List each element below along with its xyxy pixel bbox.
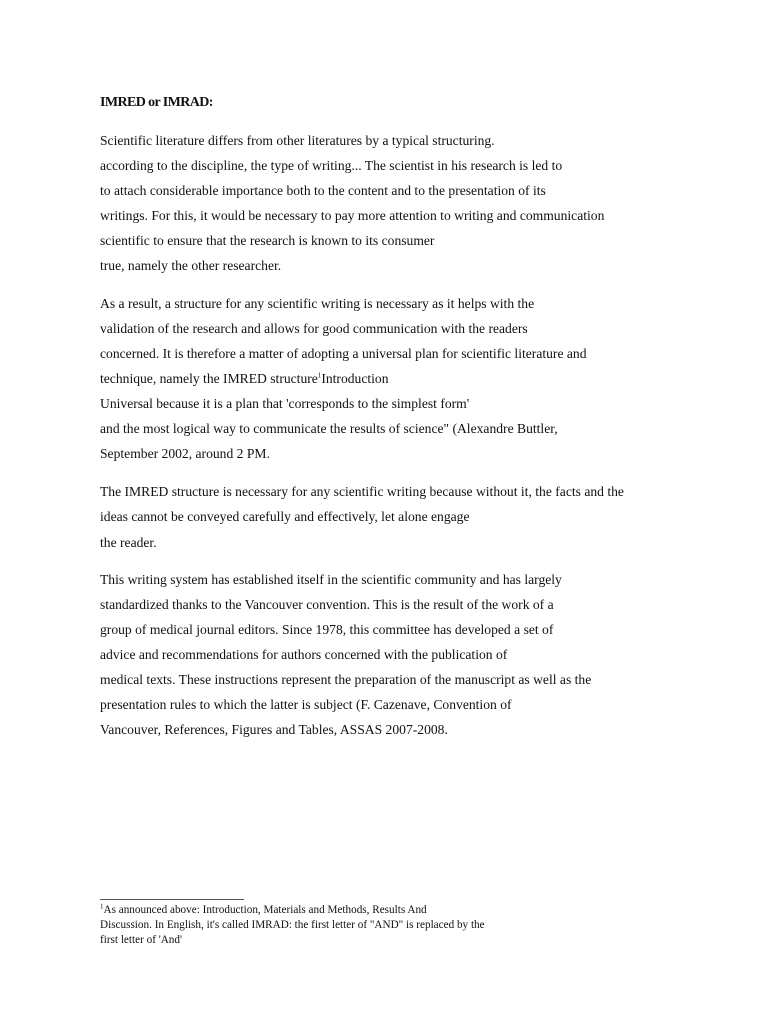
text-line: group of medical journal editors. Since 1978, this committee has developed a set of	[100, 622, 554, 637]
text-line: writings. For this, it would be necessary to pay more attention to writing and communication	[100, 208, 605, 223]
footnote-marker: 1	[100, 902, 104, 911]
text-line: and the most logical way to communicate the results of science" (Alexandre Buttler,	[100, 421, 558, 436]
footnote-line: Discussion. In English, it's called IMRAD: the first letter of "AND" is replaced by the	[100, 919, 485, 931]
text-line: This writing system has established itself in the scientific community and has largely	[100, 572, 562, 587]
text-line: scientific to ensure that the research is known to its consumer	[100, 233, 435, 248]
text-line: ideas cannot be conveyed carefully and effectively, let alone engage	[100, 509, 470, 524]
text-segment: technique, namely the IMRED structure	[100, 371, 318, 386]
text-line: according to the discipline, the type of writing... The scientist in his research is led to	[100, 158, 563, 173]
text-line: As a result, a structure for any scientific writing is necessary as it helps with the	[100, 296, 535, 311]
text-line: true, namely the other researcher.	[100, 258, 282, 273]
footnote-line: first letter of 'And'	[100, 934, 183, 946]
text-line: Scientific literature differs from other literatures by a typical structuring.	[100, 133, 495, 148]
page-title: IMRED or IMRAD:	[100, 95, 213, 110]
footnote-line	[100, 904, 427, 917]
text-line: September 2002, around 2 PM.	[100, 446, 270, 461]
text-line	[100, 371, 389, 387]
text-line: validation of the research and allows for good communication with the readers	[100, 321, 528, 336]
text-line: presentation rules to which the latter is subject (F. Cazenave, Convention of	[100, 697, 512, 712]
text-line: to attach considerable importance both to the content and to the presentation of its	[100, 183, 546, 198]
text-line: advice and recommendations for authors concerned with the publication of	[100, 647, 508, 662]
text-segment: As announced above: Introduction, Materials and Methods, Results And	[103, 904, 427, 916]
text-line: The IMRED structure is necessary for any scientific writing because without it, the facts and the	[100, 484, 624, 499]
text-line: standardized thanks to the Vancouver convention. This is the result of the work of a	[100, 597, 554, 612]
text-line: the reader.	[100, 535, 157, 550]
text-segment: Introduction	[321, 371, 389, 386]
footnote-marker: 1	[317, 371, 322, 380]
text-line: Universal because it is a plan that 'corresponds to the simplest form'	[100, 396, 470, 411]
footnote-separator	[100, 899, 244, 900]
text-line: Vancouver, References, Figures and Tables, ASSAS 2007-2008.	[100, 722, 448, 737]
text-line: concerned. It is therefore a matter of adopting a universal plan for scientific literature and	[100, 346, 587, 361]
text-line: medical texts. These instructions represent the preparation of the manuscript as well as the	[100, 672, 592, 687]
